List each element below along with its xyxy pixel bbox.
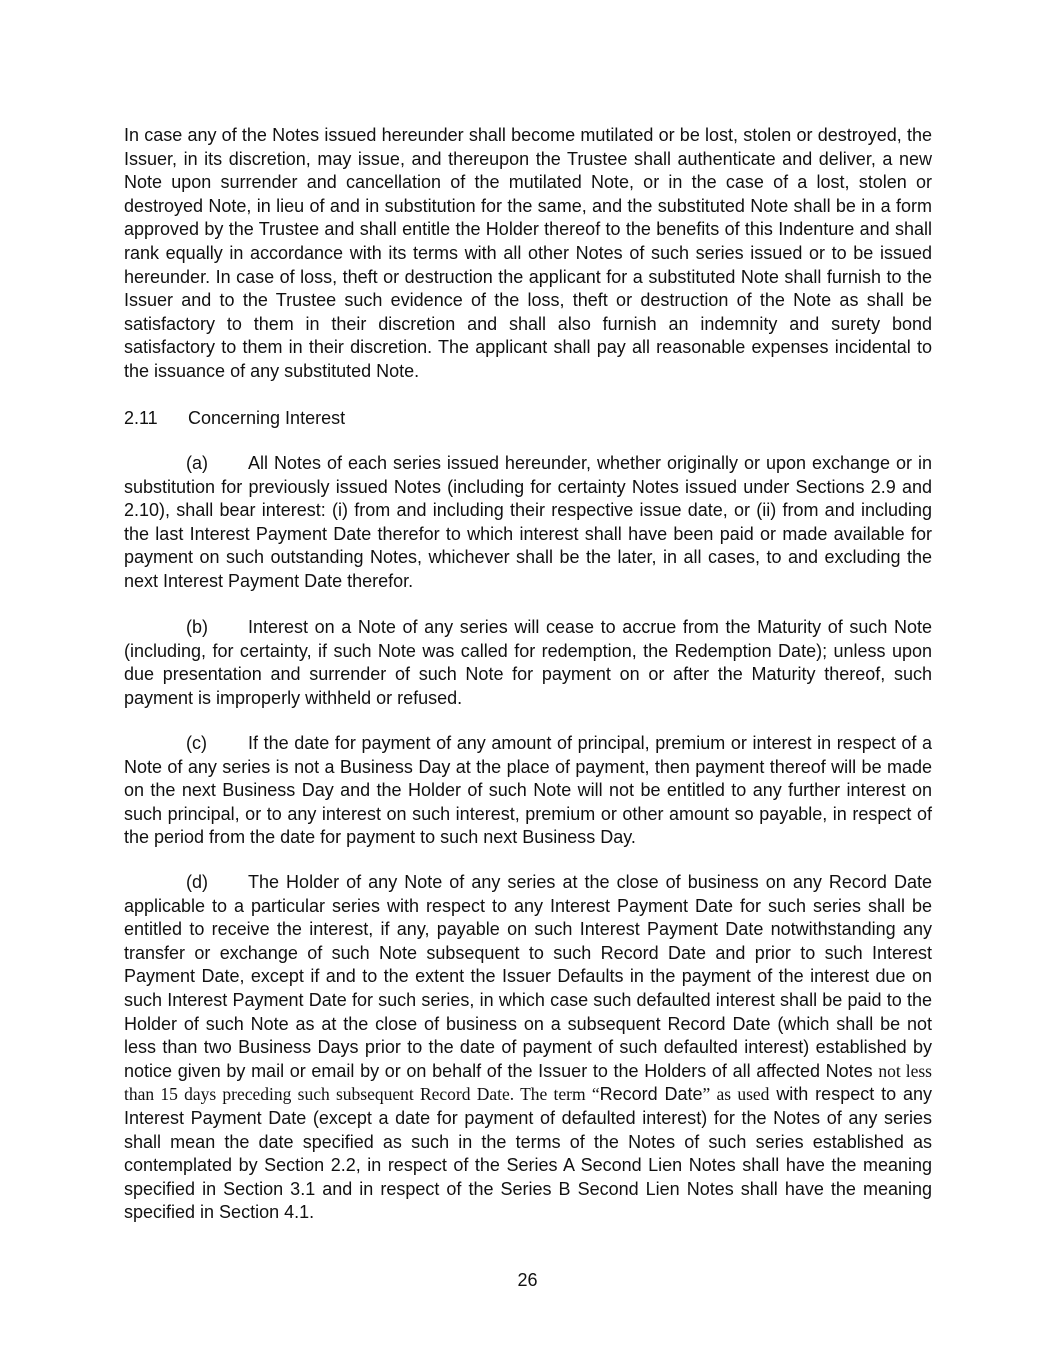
- section-title: Concerning Interest: [188, 408, 346, 428]
- subsection-label: (b): [186, 617, 208, 637]
- subsection-text: If the date for payment of any amount of principal, premium or interest in respect of a Note of any series is not a Business Day at the place of payment, then payment thereof will be made on the next Business Day and the Holder of such Note will not be entitled to any further interest on such principal, or to any interest on such interest, premium or other amount so payable, in respect of the period from the date for payment to such next Business Day.: [124, 733, 932, 848]
- subsection-text-serif: not less than 15 days preceding such subsequent Record Date. The term “: [124, 1060, 932, 1105]
- subsection-text: The Holder of any Note of any series at the close of business on any Record Date applicable to a particular series with respect to any Interest Payment Date for such series shall be entitled to receive the interest, if any, payable on such Interest Payment Date notwithstanding any transfer or exchange of such Note subsequent to such Record Date and prior to such Interest Payment Date, except if and to the extent the Issuer Defaults in the payment of the interest due on such Interest Payment Date for such series, in which case such defaulted interest shall be paid to the Holder of such Note as at the close of business on a subsequent Record Date (which shall be not less than two Business Days prior to the date of payment of such defaulted interest) established by notice given by mail or email by or on behalf of the Issuer to the Holders of all affected Notes: [124, 872, 932, 1081]
- subsection-d: [124, 871, 932, 1225]
- intro-paragraph: In case any of the Notes issued hereunder shall become mutilated or be lost, stolen or destroyed, the Issuer, in its discretion, may issue, and thereupon the Trustee shall authenticate and deliver, a new Note upon surrender and cancellation of the mutilated Note, or in the case of a lost, stolen or destroyed Note, in lieu of and in substitution for the same, and the substituted Note shall be in a form approved by the Trustee and shall entitle the Holder thereof to the benefits of this Indenture and shall rank equally in accordance with its terms with all other Notes of such series issued or to be issued hereunder. In case of loss, theft or destruction the applicant for a substituted Note shall furnish to the Issuer and to the Trustee such evidence of the loss, theft or destruction of the Note as shall be satisfactory to them in their discretion and shall also furnish an indemnity and surety bond satisfactory to them in their discretion. The applicant shall pay all reasonable expenses incidental to the issuance of any substituted Note.: [124, 125, 932, 381]
- subsection-label: (c): [186, 733, 207, 753]
- section-number: 2.11: [124, 408, 158, 428]
- subsection-text: Interest on a Note of any series will cease to accrue from the Maturity of such Note (including, for certainty, if such Note was called for redemption, the Redemption Date); unless upon due presentation and surrender of such Note for payment on or after the Maturity thereof, such payment is improperly withheld or refused.: [124, 617, 932, 708]
- subsection-a: [124, 452, 932, 594]
- page-number: 26: [517, 1270, 538, 1290]
- section-heading: [124, 407, 345, 431]
- subsection-b: [124, 616, 932, 710]
- subsection-text-serif: ” as used: [702, 1084, 770, 1105]
- subsection-label: (a): [186, 453, 208, 473]
- subsection-text: with respect to any Interest Payment Date (except a date for payment of defaulted interest) for the Notes of any series shall mean the date specified as such in the terms of the Notes of such series established as contemplated by Section 2.2, in respect of the Series A Second Lien Notes shall have the meaning specified in Section 3.1 and in respect of the Series B Second Lien Notes shall have the meaning specified in Section 4.1.: [124, 1084, 932, 1223]
- subsection-c: [124, 732, 932, 850]
- subsection-text: All Notes of each series issued hereunder, whether originally or upon exchange or in substitution for previously issued Notes (including for certainty Notes issued under Sections 2.9 and 2.10), shall bear interest: (i) from and including their respective issue date, or (ii) from and including the last Interest Payment Date therefor to which interest shall have been paid or made available for payment on such outstanding Notes, whichever shall be the later, in all cases, to and excluding the next Interest Payment Date therefor.: [124, 453, 932, 591]
- defined-term: Record Date: [599, 1084, 703, 1105]
- subsection-label: (d): [186, 872, 208, 892]
